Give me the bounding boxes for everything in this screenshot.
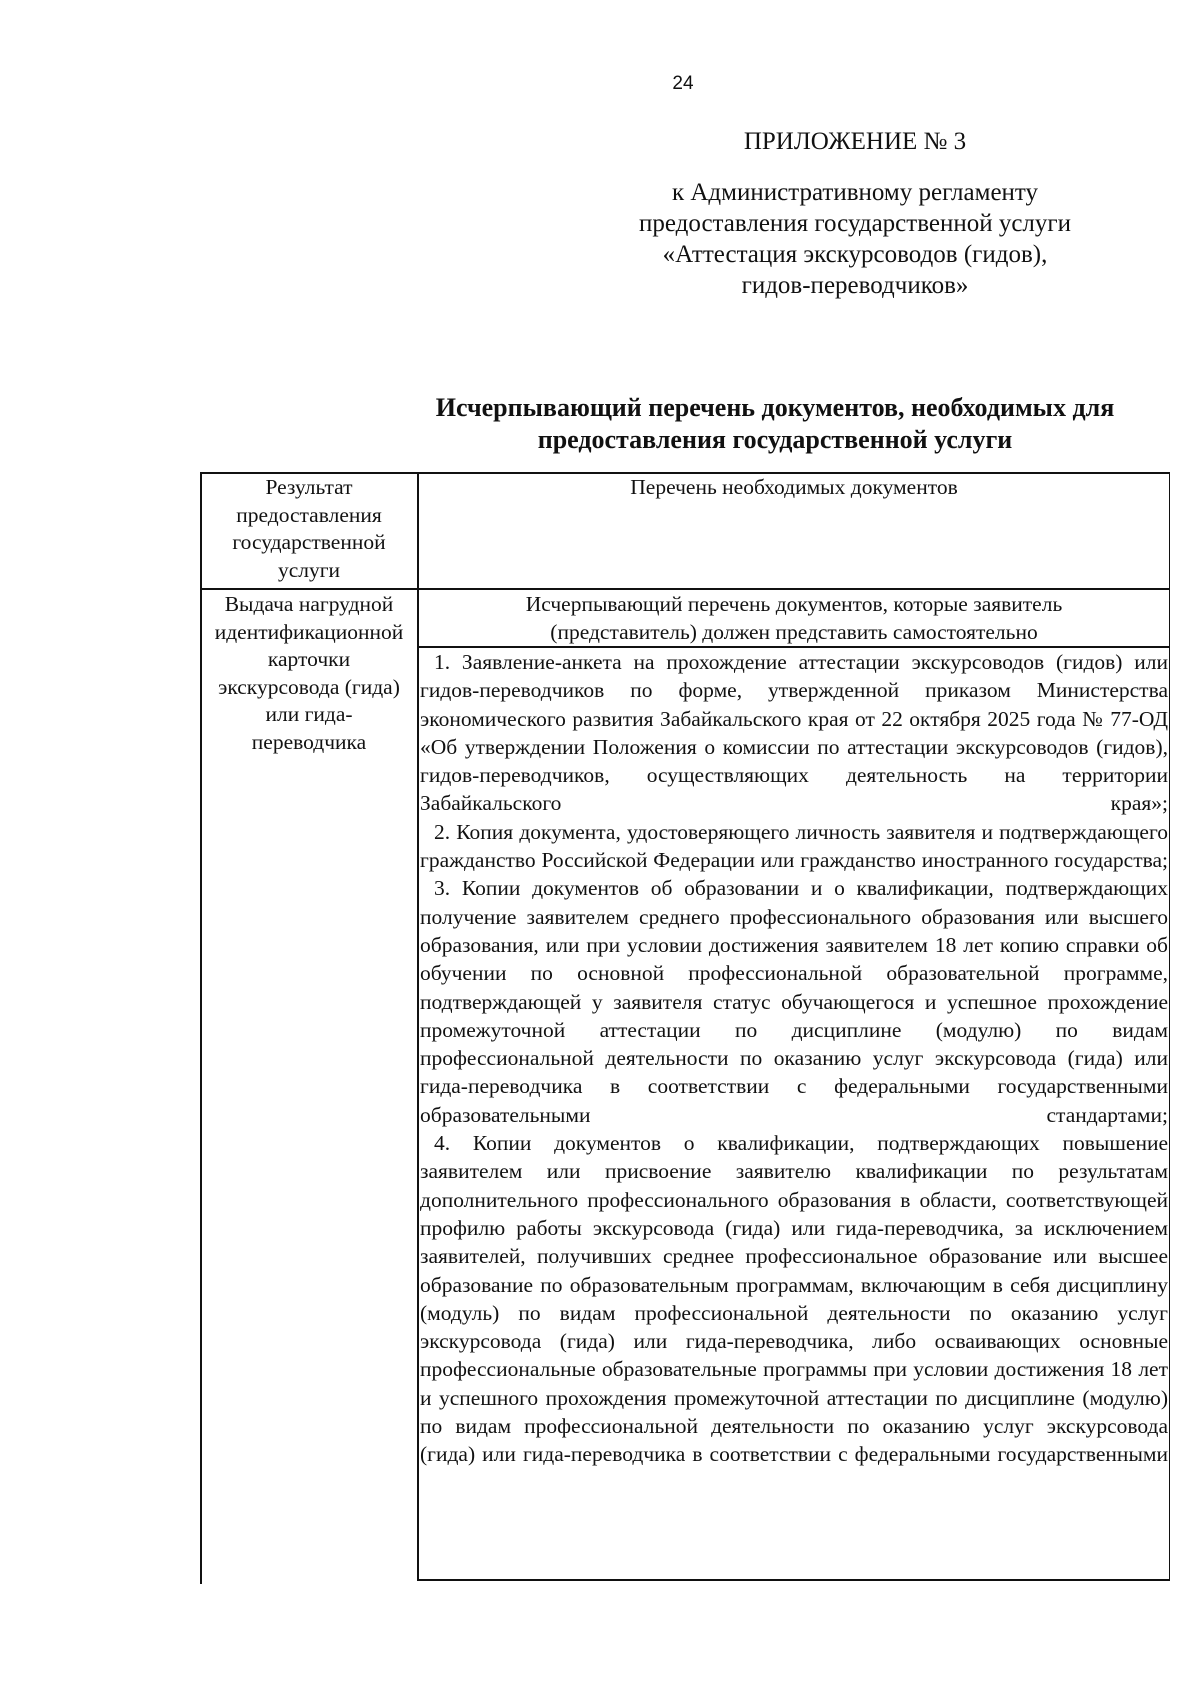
- header-documents-line: Перечень необходимых документов: [630, 475, 958, 499]
- section-heading: [418, 591, 1170, 646]
- row-result-line: идентификационной: [214, 619, 404, 644]
- appendix-subtitle-line: гидов-переводчиков»: [741, 272, 969, 299]
- header-result-line: государственной: [232, 530, 386, 554]
- row-result-line: переводчика: [251, 729, 367, 754]
- table-header-divider: [200, 588, 1170, 590]
- document-title-line: Исчерпывающий перечень документов, необходимых для: [435, 393, 1115, 422]
- documents-list: [420, 648, 1168, 1469]
- document-title-line: предоставления государственной услуги: [537, 425, 1013, 454]
- appendix-subtitle-line: «Аттестация экскурсоводов (гидов),: [662, 241, 1048, 268]
- section-heading-line: Исчерпывающий перечень документов, которые заявитель: [525, 592, 1063, 616]
- row-result-line: карточки: [267, 647, 351, 671]
- page-number: 24: [672, 73, 694, 94]
- header-result-line: предоставления: [236, 502, 382, 527]
- header-result: [200, 474, 418, 584]
- header-result-line: услуги: [277, 557, 341, 582]
- document-item: 3. Копии документов об образовании и о квалификации, подтверждающих получение заявителем среднего профессионального образования или высшего образования, или при условии достижения заявителем 18 лет копию справки об обучении по основной профессиональной образовательной программе, подтверждающей у заявителя статус обучающегося и успешное прохождение промежуточной аттестации по дисциплине (модулю) по видам профессиональной деятельности по оказанию услуг экскурсовода (гида) или гида-переводчика в соответствии с федеральными государственными образовательными стандартами;: [420, 876, 1168, 1127]
- header-result-line: Результат: [265, 475, 353, 499]
- section-heading-line: (представитель) должен представить самостоятельно: [550, 619, 1038, 644]
- row-result-line: Выдача нагрудной: [224, 592, 394, 616]
- row-result: [200, 591, 418, 756]
- document-item: 1. Заявление-анкета на прохождение аттестации экскурсоводов (гидов) или гидов-переводчиков по форме, утвержденной приказом Министерства экономического развития Забайкальского края от 22 октября 2025 года № 77-ОД «Об утверждении Положения о комиссии по аттестации экскурсоводов (гидов), гидов-переводчиков, осуществляющих деятельность на территории Забайкальского края»;: [420, 650, 1168, 816]
- appendix-subtitle-line: предоставления государственной услуги: [638, 210, 1072, 237]
- row-result-line: экскурсовода (гида): [218, 674, 400, 699]
- table-border-bottom: [417, 1579, 1170, 1581]
- header-documents: [418, 474, 1170, 502]
- document-item: 4. Копии документов о квалификации, подтверждающих повышение заявителем или присвоение заявителю квалификации по результатам дополнительного профессионального образования в области, соответствующей профилю работы экскурсовода (гида) или гида-переводчика, за исключением заявителей, получивших среднее профессиональное образование или высшее образование по образовательным программам, включающим в себя дисциплину (модуль) по видам профессиональной деятельности по оказанию услуг экскурсовода (гида) или гида-переводчика, либо осваивающих основные профессиональные образовательные программы при условии достижения 18 лет и успешного прохождения промежуточной аттестации по дисциплине (модулю) по видам профессиональной деятельности по оказанию услуг экскурсовода (гида) или гида-переводчика в соответствии с федеральными государственными: [420, 1131, 1168, 1467]
- row-result-line: или гида-: [265, 702, 353, 726]
- document-item: 2. Копия документа, удостоверяющего личность заявителя и подтверждающего гражданство Российской Федерации или гражданство иностранного государства;: [420, 819, 1168, 873]
- appendix-subtitle-line: к Административному регламенту: [671, 179, 1039, 206]
- appendix-title: ПРИЛОЖЕНИЕ № 3: [743, 128, 967, 155]
